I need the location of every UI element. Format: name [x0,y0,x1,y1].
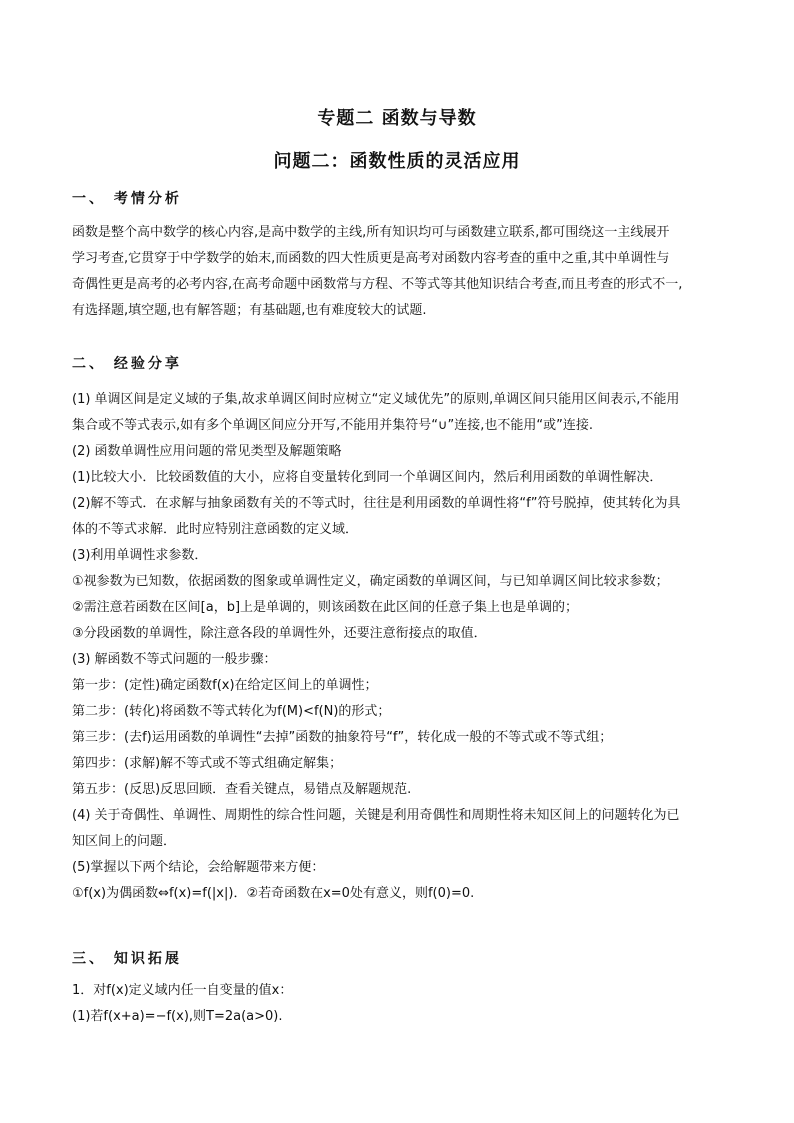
text-line: 第五步：(反思)反思回顾．查看关键点，易错点及解题规范. [72,782,412,797]
text-line: (1)若f(x+a)=−f(x),则T=2a(a>0). [72,1009,283,1024]
text-line: ②需注意若函数在区间[a，b]上是单调的，则该函数在此区间的任意子集上也是单调的； [72,600,579,615]
section-heading-analysis: 一、 考情分析 [72,191,182,207]
section-heading-experience: 二、 经验分享 [72,356,182,372]
text-line: 第三步：(去f)运用函数的单调性“去掉”函数的抽象符号“f”，转化成一般的不等式或不等式组； [72,730,613,745]
text-line: 函数是整个高中数学的核心内容,是高中数学的主线,所有知识均可与函数建立联系,都可围绕这一主线展开 [72,225,670,240]
text-line: (1)比较大小．比较函数值的大小，应将自变量转化到同一个单调区间内，然后利用函数的单调性解决． [72,470,663,485]
page-title: 专题二 函数与导数 [317,108,477,129]
text-line: (3)利用单调性求参数． [72,548,208,563]
text-line: 第四步：(求解)解不等式或不等式组确定解集； [72,756,343,771]
text-line: (2) 函数单调性应用问题的常见类型及解题策略 [72,444,342,459]
text-line: 有选择题,填空题,也有解答题；有基础题,也有难度较大的试题. [72,303,427,318]
text-line: 第一步：(定性)确定函数f(x)在给定区间上的单调性； [72,678,378,693]
text-line: 集合或不等式表示,如有多个单调区间应分开写,不能用并集符号“∪”连接,也不能用“或”连接. [72,418,593,433]
expansion-paragraph [72,978,732,1030]
text-line: 奇偶性更是高考的必考内容,在高考命题中函数常与方程、不等式等其他知识结合考查,而且考查的形式不一, [72,277,683,292]
text-line: ①视参数为已知数，依据函数的图象或单调性定义，确定函数的单调区间，与已知单调区间比较求参数； [72,574,669,589]
text-line: 第二步：(转化)将函数不等式转化为f(M)<f(N)的形式； [72,704,391,719]
text-line: 1．对f(x)定义域内任一自变量的值x： [72,983,293,998]
text-line: 体的不等式求解．此时应特别注意函数的定义域． [72,522,359,537]
text-line: (2)解不等式．在求解与抽象函数有关的不等式时，往往是利用函数的单调性将“f”符号脱掉，使其转化为具 [72,496,681,511]
experience-paragraph [72,387,732,907]
text-line: 知区间上的问题． [72,834,177,849]
text-line: (1) 单调区间是定义域的子集,故求单调区间时应树立“定义域优先”的原则,单调区间只能用区间表示,不能用 [72,392,680,407]
page-subtitle: 问题二：函数性质的灵活应用 [273,151,521,172]
text-line: (4) 关于奇偶性、单调性、周期性的综合性问题，关键是利用奇偶性和周期性将未知区间上的问题转化为已 [72,808,680,823]
analysis-paragraph [72,220,732,324]
text-line: (5)掌握以下两个结论，会给解题带来方便： [72,860,325,875]
section-heading-expansion: 三、 知识拓展 [72,951,182,967]
text-line: ③分段函数的单调性，除注意各段的单调性外，还要注意衔接点的取值． [72,626,487,641]
text-line: (3) 解函数不等式问题的一般步骤： [72,652,277,667]
text-line: 学习考查,它贯穿于中学数学的始末,而函数的四大性质更是高考对函数内容考查的重中之重,其中单调性与 [72,251,670,266]
text-line: ①f(x)为偶函数⇔f(x)=f(|x|)．②若奇函数在x=0处有意义，则f(0)=0. [72,886,475,901]
